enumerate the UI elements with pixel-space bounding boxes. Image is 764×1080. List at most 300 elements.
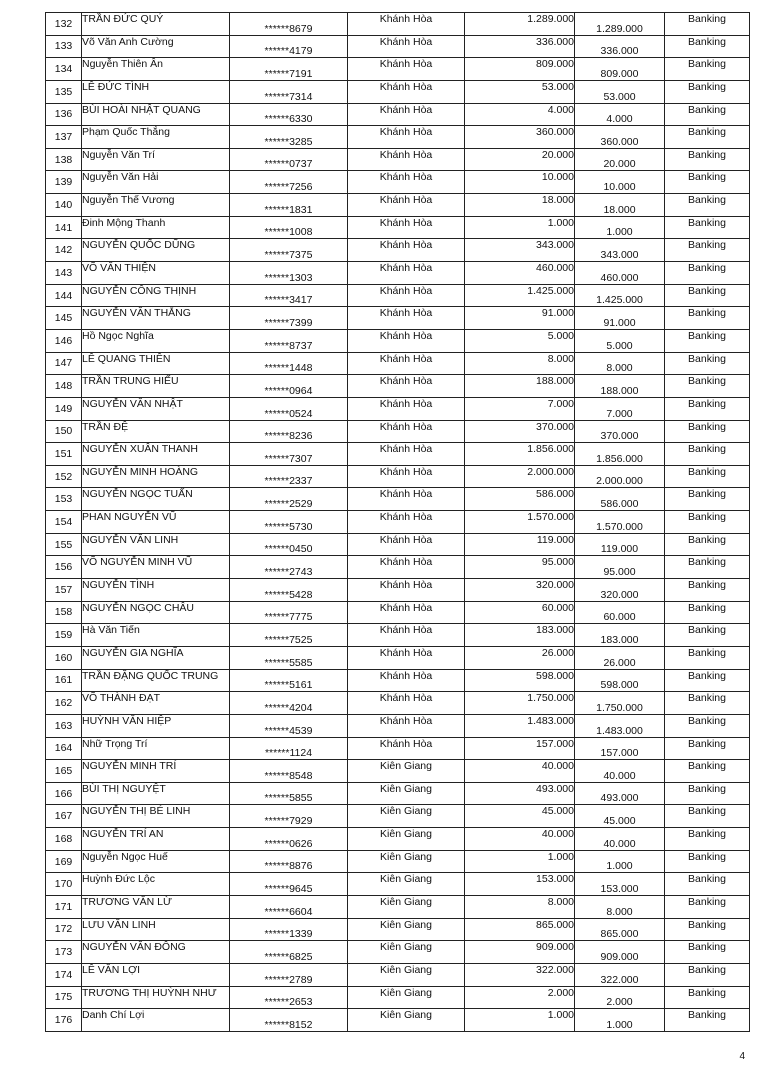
province: Khánh Hòa — [348, 579, 465, 602]
payment-method: Banking — [665, 443, 750, 466]
donor-name: NGUYỄN QUỐC DŨNG — [82, 239, 230, 262]
table-row — [46, 828, 750, 851]
amount: 5.000 — [465, 329, 575, 352]
account-number: ******5161 — [230, 669, 348, 692]
payment-method: Banking — [665, 760, 750, 783]
amount-received: 322.000 — [575, 963, 665, 986]
amount: 53.000 — [465, 80, 575, 103]
donor-name: Đinh Mộng Thanh — [82, 216, 230, 239]
row-number: 171 — [46, 895, 82, 918]
table-row — [46, 579, 750, 602]
amount: 1.750.000 — [465, 692, 575, 715]
amount: 4.000 — [465, 103, 575, 126]
province: Kiên Giang — [348, 873, 465, 896]
account-number: ******9645 — [230, 873, 348, 896]
payment-method: Banking — [665, 307, 750, 330]
row-number: 166 — [46, 782, 82, 805]
row-number: 167 — [46, 805, 82, 828]
donor-name: NGUYỄN GIA NGHĨA — [82, 646, 230, 669]
amount-received: 60.000 — [575, 601, 665, 624]
donor-name: LƯU VĂN LINH — [82, 918, 230, 941]
province: Khánh Hòa — [348, 171, 465, 194]
account-number: ******0626 — [230, 828, 348, 851]
amount-received: 370.000 — [575, 420, 665, 443]
amount-received: 20.000 — [575, 148, 665, 171]
row-number: 137 — [46, 126, 82, 149]
amount-received: 865.000 — [575, 918, 665, 941]
account-number: ******6330 — [230, 103, 348, 126]
payment-method: Banking — [665, 895, 750, 918]
amount: 40.000 — [465, 828, 575, 851]
amount-received: 336.000 — [575, 35, 665, 58]
amount: 2.000 — [465, 986, 575, 1009]
row-number: 157 — [46, 579, 82, 602]
amount: 20.000 — [465, 148, 575, 171]
row-number: 153 — [46, 488, 82, 511]
amount: 460.000 — [465, 262, 575, 285]
row-number: 149 — [46, 397, 82, 420]
donor-name: TRẦN ĐỆ — [82, 420, 230, 443]
account-number: ******5428 — [230, 579, 348, 602]
account-number: ******3417 — [230, 284, 348, 307]
payment-method: Banking — [665, 533, 750, 556]
account-number: ******7375 — [230, 239, 348, 262]
province: Khánh Hòa — [348, 216, 465, 239]
table-row — [46, 307, 750, 330]
province: Kiên Giang — [348, 828, 465, 851]
amount: 809.000 — [465, 58, 575, 81]
payment-method: Banking — [665, 171, 750, 194]
table-row — [46, 148, 750, 171]
payment-method: Banking — [665, 375, 750, 398]
amount-received: 153.000 — [575, 873, 665, 896]
account-number: ******5585 — [230, 646, 348, 669]
amount: 1.000 — [465, 216, 575, 239]
account-number: ******8548 — [230, 760, 348, 783]
row-number: 144 — [46, 284, 82, 307]
table-row — [46, 443, 750, 466]
account-number: ******7775 — [230, 601, 348, 624]
amount-received: 91.000 — [575, 307, 665, 330]
amount: 909.000 — [465, 941, 575, 964]
row-number: 140 — [46, 194, 82, 217]
amount: 493.000 — [465, 782, 575, 805]
row-number: 156 — [46, 556, 82, 579]
table-row — [46, 782, 750, 805]
account-number: ******5730 — [230, 511, 348, 534]
donor-name: NGUYỄN VĂN ĐÔNG — [82, 941, 230, 964]
account-number: ******2743 — [230, 556, 348, 579]
table-row — [46, 850, 750, 873]
payment-method: Banking — [665, 511, 750, 534]
donor-name: Võ Văn Anh Cường — [82, 35, 230, 58]
page-number: 4 — [739, 1051, 745, 1062]
amount: 1.570.000 — [465, 511, 575, 534]
table-row — [46, 511, 750, 534]
account-number: ******8152 — [230, 1009, 348, 1032]
amount-received: 493.000 — [575, 782, 665, 805]
amount: 153.000 — [465, 873, 575, 896]
table-row — [46, 805, 750, 828]
province: Kiên Giang — [348, 895, 465, 918]
province: Khánh Hòa — [348, 511, 465, 534]
table-row — [46, 420, 750, 443]
account-number: ******0450 — [230, 533, 348, 556]
row-number: 136 — [46, 103, 82, 126]
table-row — [46, 375, 750, 398]
table-body — [46, 13, 750, 1032]
amount: 91.000 — [465, 307, 575, 330]
amount-received: 7.000 — [575, 397, 665, 420]
province: Kiên Giang — [348, 1009, 465, 1032]
amount: 18.000 — [465, 194, 575, 217]
row-number: 169 — [46, 850, 82, 873]
province: Kiên Giang — [348, 918, 465, 941]
account-number: ******6604 — [230, 895, 348, 918]
amount: 343.000 — [465, 239, 575, 262]
province: Khánh Hòa — [348, 284, 465, 307]
row-number: 135 — [46, 80, 82, 103]
payment-method: Banking — [665, 624, 750, 647]
account-number: ******2653 — [230, 986, 348, 1009]
province: Khánh Hòa — [348, 13, 465, 36]
amount: 320.000 — [465, 579, 575, 602]
account-number: ******1124 — [230, 737, 348, 760]
province: Khánh Hòa — [348, 239, 465, 262]
account-number: ******1008 — [230, 216, 348, 239]
payment-method: Banking — [665, 148, 750, 171]
province: Khánh Hòa — [348, 397, 465, 420]
table-row — [46, 963, 750, 986]
amount-received: 119.000 — [575, 533, 665, 556]
amount: 10.000 — [465, 171, 575, 194]
account-number: ******7314 — [230, 80, 348, 103]
account-number: ******4179 — [230, 35, 348, 58]
amount-received: 460.000 — [575, 262, 665, 285]
donor-name: PHAN NGUYỄN VŨ — [82, 511, 230, 534]
donor-name: NGUYỄN CÔNG THỊNH — [82, 284, 230, 307]
donor-name: LÊ QUANG THIÊN — [82, 352, 230, 375]
table-row — [46, 918, 750, 941]
row-number: 161 — [46, 669, 82, 692]
table-row — [46, 873, 750, 896]
donor-name: Danh Chí Lợi — [82, 1009, 230, 1032]
donor-name: NGUYỄN VĂN NHẬT — [82, 397, 230, 420]
donor-name: NGUYỄN MINH TRÍ — [82, 760, 230, 783]
table-row — [46, 760, 750, 783]
province: Kiên Giang — [348, 941, 465, 964]
payment-method: Banking — [665, 126, 750, 149]
province: Khánh Hòa — [348, 714, 465, 737]
amount-received: 188.000 — [575, 375, 665, 398]
payment-method: Banking — [665, 488, 750, 511]
row-number: 163 — [46, 714, 82, 737]
amount: 8.000 — [465, 352, 575, 375]
amount-received: 95.000 — [575, 556, 665, 579]
amount-received: 1.856.000 — [575, 443, 665, 466]
donor-name: BÙI HOÀI NHẬT QUANG — [82, 103, 230, 126]
table-row — [46, 646, 750, 669]
row-number: 132 — [46, 13, 82, 36]
donor-name: HUỲNH VĂN HIỆP — [82, 714, 230, 737]
table-row — [46, 533, 750, 556]
amount-received: 40.000 — [575, 760, 665, 783]
donor-name: NGUYỄN NGỌC CHÂU — [82, 601, 230, 624]
amount: 1.483.000 — [465, 714, 575, 737]
amount-received: 157.000 — [575, 737, 665, 760]
donor-name: LÊ VĂN LỢI — [82, 963, 230, 986]
amount: 1.856.000 — [465, 443, 575, 466]
payment-method: Banking — [665, 963, 750, 986]
province: Khánh Hòa — [348, 307, 465, 330]
payment-method: Banking — [665, 103, 750, 126]
row-number: 175 — [46, 986, 82, 1009]
table-row — [46, 126, 750, 149]
payment-method: Banking — [665, 420, 750, 443]
row-number: 141 — [46, 216, 82, 239]
province: Kiên Giang — [348, 963, 465, 986]
donor-name: TRẦN ĐẶNG QUỐC TRUNG — [82, 669, 230, 692]
payment-method: Banking — [665, 646, 750, 669]
account-number: ******4539 — [230, 714, 348, 737]
account-number: ******7191 — [230, 58, 348, 81]
donor-name: TRƯƠNG VĂN LỪ — [82, 895, 230, 918]
amount: 2.000.000 — [465, 465, 575, 488]
province: Khánh Hòa — [348, 329, 465, 352]
payment-method: Banking — [665, 13, 750, 36]
table-row — [46, 194, 750, 217]
donor-name: Huỳnh Đức Lộc — [82, 873, 230, 896]
amount: 370.000 — [465, 420, 575, 443]
payment-method: Banking — [665, 669, 750, 692]
payment-method: Banking — [665, 941, 750, 964]
province: Khánh Hòa — [348, 488, 465, 511]
row-number: 142 — [46, 239, 82, 262]
row-number: 164 — [46, 737, 82, 760]
account-number: ******2789 — [230, 963, 348, 986]
payment-method: Banking — [665, 465, 750, 488]
row-number: 159 — [46, 624, 82, 647]
payment-method: Banking — [665, 35, 750, 58]
table-row — [46, 624, 750, 647]
table-row — [46, 488, 750, 511]
payment-method: Banking — [665, 352, 750, 375]
account-number: ******8236 — [230, 420, 348, 443]
amount-received: 10.000 — [575, 171, 665, 194]
province: Kiên Giang — [348, 760, 465, 783]
table-row — [46, 941, 750, 964]
province: Khánh Hòa — [348, 443, 465, 466]
amount: 1.289.000 — [465, 13, 575, 36]
payment-method: Banking — [665, 805, 750, 828]
amount-received: 53.000 — [575, 80, 665, 103]
account-number: ******1339 — [230, 918, 348, 941]
donor-name: NGUYỄN THỊ BÉ LINH — [82, 805, 230, 828]
row-number: 143 — [46, 262, 82, 285]
amount-received: 1.000 — [575, 850, 665, 873]
account-number: ******6825 — [230, 941, 348, 964]
donor-name: VÕ NGUYỄN MINH VŨ — [82, 556, 230, 579]
amount-received: 2.000 — [575, 986, 665, 1009]
payment-method: Banking — [665, 828, 750, 851]
row-number: 162 — [46, 692, 82, 715]
amount-received: 360.000 — [575, 126, 665, 149]
amount: 865.000 — [465, 918, 575, 941]
table-row — [46, 669, 750, 692]
payment-method: Banking — [665, 782, 750, 805]
row-number: 158 — [46, 601, 82, 624]
account-number: ******2337 — [230, 465, 348, 488]
payment-method: Banking — [665, 329, 750, 352]
row-number: 138 — [46, 148, 82, 171]
amount-received: 343.000 — [575, 239, 665, 262]
amount-received: 8.000 — [575, 352, 665, 375]
province: Khánh Hòa — [348, 533, 465, 556]
row-number: 168 — [46, 828, 82, 851]
amount-received: 598.000 — [575, 669, 665, 692]
row-number: 170 — [46, 873, 82, 896]
province: Khánh Hòa — [348, 126, 465, 149]
amount: 1.000 — [465, 850, 575, 873]
amount: 45.000 — [465, 805, 575, 828]
payment-method: Banking — [665, 873, 750, 896]
row-number: 174 — [46, 963, 82, 986]
province: Khánh Hòa — [348, 420, 465, 443]
account-number: ******7256 — [230, 171, 348, 194]
row-number: 148 — [46, 375, 82, 398]
province: Kiên Giang — [348, 782, 465, 805]
amount: 586.000 — [465, 488, 575, 511]
table-row — [46, 58, 750, 81]
table-row — [46, 80, 750, 103]
account-number: ******0524 — [230, 397, 348, 420]
row-number: 173 — [46, 941, 82, 964]
amount-received: 1.570.000 — [575, 511, 665, 534]
table-row — [46, 103, 750, 126]
donor-name: NGUYỄN NGỌC TUẤN — [82, 488, 230, 511]
amount: 598.000 — [465, 669, 575, 692]
row-number: 146 — [46, 329, 82, 352]
payment-method: Banking — [665, 579, 750, 602]
payment-method: Banking — [665, 986, 750, 1009]
donation-table — [45, 12, 750, 1032]
table-row — [46, 986, 750, 1009]
amount-received: 18.000 — [575, 194, 665, 217]
donor-name: NGUYỄN TÌNH — [82, 579, 230, 602]
donor-name: NGUYỄN VĂN THẮNG — [82, 307, 230, 330]
account-number: ******4204 — [230, 692, 348, 715]
amount: 1.425.000 — [465, 284, 575, 307]
row-number: 165 — [46, 760, 82, 783]
amount: 336.000 — [465, 35, 575, 58]
account-number: ******7399 — [230, 307, 348, 330]
row-number: 154 — [46, 511, 82, 534]
row-number: 172 — [46, 918, 82, 941]
row-number: 133 — [46, 35, 82, 58]
amount: 7.000 — [465, 397, 575, 420]
payment-method: Banking — [665, 1009, 750, 1032]
donor-name: BÙI THỊ NGUYỆT — [82, 782, 230, 805]
amount-received: 586.000 — [575, 488, 665, 511]
donor-name: Hà Văn Tiến — [82, 624, 230, 647]
account-number: ******1831 — [230, 194, 348, 217]
amount-received: 40.000 — [575, 828, 665, 851]
amount: 322.000 — [465, 963, 575, 986]
amount-received: 4.000 — [575, 103, 665, 126]
row-number: 151 — [46, 443, 82, 466]
amount: 40.000 — [465, 760, 575, 783]
amount-received: 1.483.000 — [575, 714, 665, 737]
account-number: ******7525 — [230, 624, 348, 647]
province: Khánh Hòa — [348, 375, 465, 398]
table-row — [46, 239, 750, 262]
payment-method: Banking — [665, 918, 750, 941]
table-row — [46, 171, 750, 194]
donor-name: NGUYỄN XUÂN THANH — [82, 443, 230, 466]
province: Kiên Giang — [348, 850, 465, 873]
table-row — [46, 284, 750, 307]
table-row — [46, 13, 750, 36]
province: Khánh Hòa — [348, 669, 465, 692]
donor-name: Nguyễn Văn Hải — [82, 171, 230, 194]
donor-name: Nguyễn Văn Trí — [82, 148, 230, 171]
row-number: 139 — [46, 171, 82, 194]
donor-name: NGUYỄN VĂN LINH — [82, 533, 230, 556]
table-row — [46, 714, 750, 737]
table-row — [46, 737, 750, 760]
account-number: ******3285 — [230, 126, 348, 149]
amount-received: 5.000 — [575, 329, 665, 352]
amount-received: 26.000 — [575, 646, 665, 669]
row-number: 147 — [46, 352, 82, 375]
province: Khánh Hòa — [348, 737, 465, 760]
amount-received: 1.425.000 — [575, 284, 665, 307]
table-row — [46, 895, 750, 918]
donor-name: TRẦN TRUNG HIẾU — [82, 375, 230, 398]
payment-method: Banking — [665, 714, 750, 737]
province: Khánh Hòa — [348, 35, 465, 58]
table-row — [46, 465, 750, 488]
province: Kiên Giang — [348, 805, 465, 828]
amount: 157.000 — [465, 737, 575, 760]
donor-name: Phạm Quốc Thắng — [82, 126, 230, 149]
table-row — [46, 262, 750, 285]
row-number: 145 — [46, 307, 82, 330]
donor-name: Nguyễn Ngọc Huế — [82, 850, 230, 873]
account-number: ******0737 — [230, 148, 348, 171]
province: Khánh Hòa — [348, 556, 465, 579]
row-number: 150 — [46, 420, 82, 443]
donor-name: Hồ Ngọc Nghĩa — [82, 329, 230, 352]
payment-method: Banking — [665, 58, 750, 81]
amount-received: 1.750.000 — [575, 692, 665, 715]
province: Khánh Hòa — [348, 352, 465, 375]
payment-method: Banking — [665, 397, 750, 420]
amount-received: 45.000 — [575, 805, 665, 828]
payment-method: Banking — [665, 194, 750, 217]
province: Khánh Hòa — [348, 58, 465, 81]
amount: 1.000 — [465, 1009, 575, 1032]
row-number: 176 — [46, 1009, 82, 1032]
account-number: ******0964 — [230, 375, 348, 398]
payment-method: Banking — [665, 216, 750, 239]
table-row — [46, 216, 750, 239]
donor-name: TRƯƠNG THỊ HUỲNH NHƯ — [82, 986, 230, 1009]
payment-method: Banking — [665, 737, 750, 760]
amount-received: 1.000 — [575, 1009, 665, 1032]
donor-name: Nguyễn Thiên Ân — [82, 58, 230, 81]
donor-name: Nguyễn Thế Vương — [82, 194, 230, 217]
